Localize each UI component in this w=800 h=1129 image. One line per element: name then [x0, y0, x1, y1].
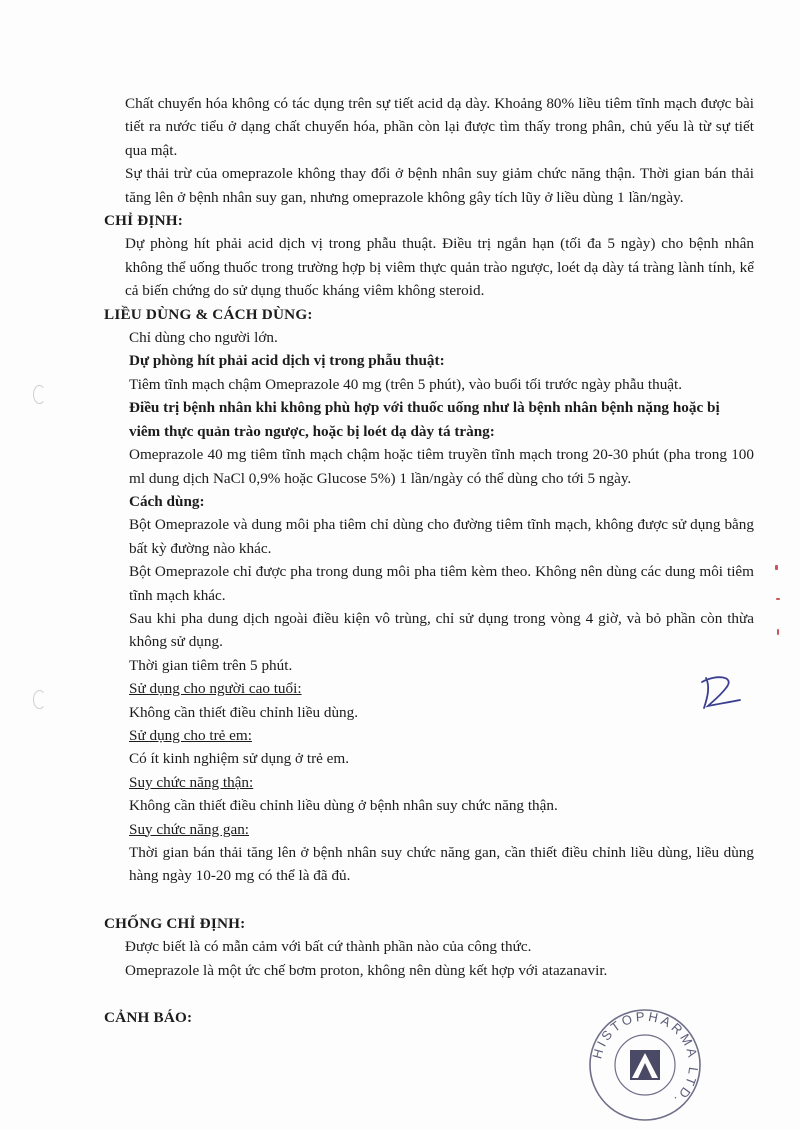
punch-hole-mark: [33, 690, 46, 709]
paragraph-treatment: Omeprazole 40 mg tiêm tĩnh mạch chậm hoặc tiêm truyền tĩnh mạch trong 20-30 phút (pha trong 100 ml dung dịch NaCl 0,9% hoặc Glucose 5%) 1 lần/ngày có thể dùng cho tới 5 ngày.: [129, 446, 754, 487]
subheading-hepatic: Suy chức năng gan:: [129, 820, 250, 838]
subheading-administration: Cách dùng:: [129, 492, 205, 510]
edge-mark: [775, 565, 778, 570]
paragraph-prophylaxis: Tiêm tĩnh mạch chậm Omeprazole 40 mg (trên 5 phút), vào buổi tối trước ngày phẫu thuật.: [129, 375, 683, 393]
company-stamp: [585, 1005, 705, 1125]
paragraph-children: Có ít kinh nghiệm sử dụng ở trẻ em.: [129, 750, 350, 768]
paragraph-renal: Không cần thiết điều chỉnh liều dùng ở bệnh nhân suy chức năng thận.: [129, 797, 558, 815]
section-heading-dosage: LIỀU DÙNG & CÁCH DÙNG:: [104, 305, 313, 323]
section-heading-warnings: CẢNH BÁO:: [104, 1009, 193, 1027]
handwritten-signature: [696, 666, 746, 716]
paragraph-hepatic: Thời gian bán thải tăng lên ở bệnh nhân suy chức năng gan, cần thiết điều chỉnh liều dùng, liều dùng hàng ngày 10-20 mg có thể là đã đủ.: [129, 844, 754, 885]
dosage-adults-only: Chỉ dùng cho người lớn.: [129, 329, 278, 347]
paragraph-metabolism: Chất chuyển hóa không có tác dụng trên sự tiết acid dạ dày. Khoảng 80% liều tiêm tĩnh mạch được bài tiết ra nước tiểu ở dạng chất chuyển hóa, phần còn lại được tìm thấy trong phân, chủ yếu là từ sự tiết qua mật.: [125, 95, 754, 159]
paragraph-contra-1: Được biết là có mẫn cảm với bất cứ thành phần nào của công thức.: [125, 938, 532, 956]
paragraph-admin-1: Bột Omeprazole và dung môi pha tiêm chỉ dùng cho đường tiêm tĩnh mạch, không được sử dụng bằng bất kỳ đường nào khác.: [129, 516, 754, 557]
stamp-lettering: HISTOPHARMA LTD.: [589, 1008, 702, 1110]
paragraph-indications: Dự phòng hít phải acid dịch vị trong phẫu thuật. Điều trị ngắn hạn (tối đa 5 ngày) cho bệnh nhân không thể uống thuốc trong trường hợp bị viêm thực quản trào ngược, loét dạ dày tá tràng lành tính, kể cả biến chứng do sử dụng thuốc kháng viêm không steroid.: [125, 235, 754, 300]
paragraph-elderly: Không cần thiết điều chỉnh liều dùng.: [129, 703, 359, 721]
edge-mark: [776, 598, 780, 600]
punch-hole-mark: [33, 385, 46, 404]
section-heading-contraindications: CHỐNG CHỈ ĐỊNH:: [104, 914, 246, 932]
leaflet-text: [104, 92, 754, 1029]
edge-mark: [777, 629, 779, 635]
subheading-renal: Suy chức năng thận:: [129, 773, 254, 791]
subheading-prophylaxis: Dự phòng hít phải acid dịch vị trong phẫu thuật:: [129, 352, 445, 370]
subheading-elderly: Sử dụng cho người cao tuổi:: [129, 680, 302, 698]
section-heading-indications: CHỈ ĐỊNH:: [104, 212, 184, 230]
paragraph-admin-3: Sau khi pha dung dịch ngoài điều kiện vô trùng, chỉ sử dụng trong vòng 4 giờ, và bỏ phần còn thừa không sử dụng.: [129, 609, 754, 651]
paragraph-contra-2: Omeprazole là một ức chế bơm proton, không nên dùng kết hợp với atazanavir.: [125, 961, 608, 979]
subheading-children: Sử dụng cho trẻ em:: [129, 726, 252, 744]
subheading-treatment: Điều trị bệnh nhân khi không phù hợp với thuốc uống như là bệnh nhân bệnh nặng hoặc bị viêm thực quản trào ngược, hoặc bị loét dạ dày tá tràng:: [129, 399, 720, 440]
paragraph-admin-4: Thời gian tiêm trên 5 phút.: [129, 656, 293, 674]
paragraph-elimination: Sự thải trừ của omeprazole không thay đổi ở bệnh nhân suy giảm chức năng thận. Thời gian bán thải tăng lên ở bệnh nhân suy gan, nhưng omeprazole không gây tích lũy ở liều dùng 1 lần/ngày.: [125, 165, 754, 206]
paragraph-admin-2: Bột Omeprazole chỉ được pha trong dung môi pha tiêm kèm theo. Không nên dùng các dung môi tiêm tĩnh mạch khác.: [129, 563, 754, 604]
